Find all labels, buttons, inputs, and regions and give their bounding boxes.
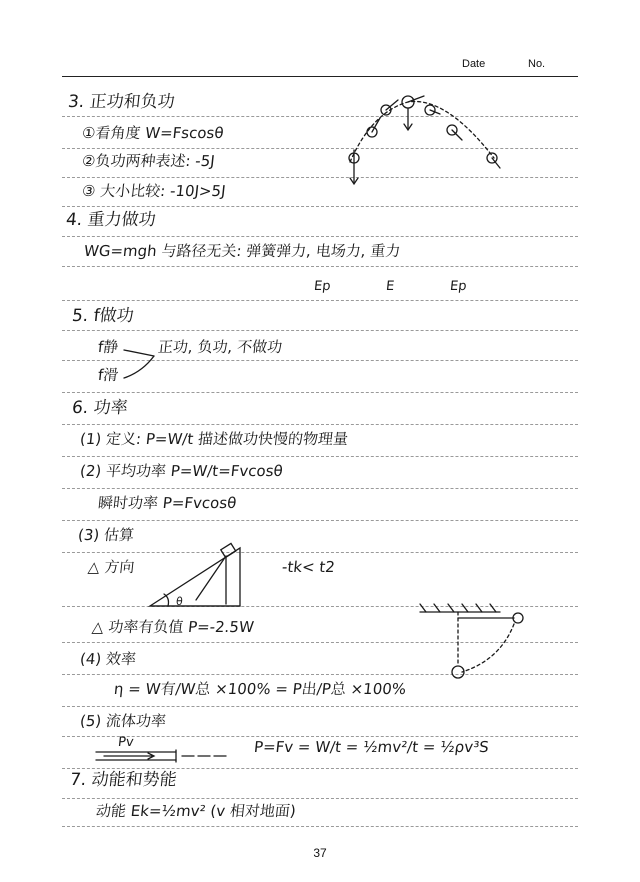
average-power: (2) 平均功率 P=W/t=Fvcosθ [79,462,284,480]
sliding-friction-label: f滑 [97,366,120,384]
section-5-title: 5. f做功 [71,306,135,326]
kinetic-energy-line: 动能 Ek=½mv² (v 相对地面) [95,802,297,820]
fluid-flow-label: Pv [117,735,135,750]
negative-power-note: △ 功率有负值 P=-2.5W [91,618,255,636]
fluid-pipe-sketch [96,750,226,762]
section-3-item-2: ②负功两种表述: -5J [81,152,216,170]
section-4-line: WG=mgh 与路径无关: 弹簧弹力, 电场力, 重力 [83,242,402,260]
efficiency-title: (4) 效率 [79,650,138,668]
section-4-sub-2: E [385,279,396,294]
friction-work-result: 正功, 负功, 不做功 [157,338,284,356]
section-3-item-3: ③ 大小比较: -10J>5J [81,182,227,200]
incline-sketch [150,543,240,606]
efficiency-formula: η = W有/W总 ×100% = P出/P总 ×100% [113,680,408,698]
direction-label: △ 方向 [87,558,136,576]
section-4-title: 4. 重力做功 [65,210,157,230]
pendulum-sketch [420,604,523,678]
page-number: 37 [313,846,327,860]
section-6-title: 6. 功率 [71,398,129,418]
fluid-power-formula: P=Fv = W/t = ½mv²/t = ½ρv³S [253,738,490,756]
projectile-motion-sketch [349,96,500,184]
friction-bracket [124,350,154,378]
estimate-title: (3) 估算 [77,526,136,544]
instantaneous-power: 瞬时功率 P=Fvcosθ [97,494,238,512]
static-friction-label: f静 [97,338,120,356]
compare-expression: -tk< t2 [281,558,336,576]
number-label: No. [528,58,546,70]
section-7-title: 7. 动能和势能 [69,770,178,790]
fluid-power-title: (5) 流体功率 [79,712,168,730]
section-3-item-1: ①看角度 W=Fscosθ [81,124,225,142]
section-3-title: 3. 正功和负功 [67,92,176,112]
incline-angle-label: θ [175,595,184,608]
power-definition: (1) 定义: P=W/t 描述做功快慢的物理量 [79,430,349,448]
section-4-sub-1: Ep [313,279,332,294]
section-4-sub-3: Ep [449,279,468,294]
date-label: Date [462,58,486,70]
